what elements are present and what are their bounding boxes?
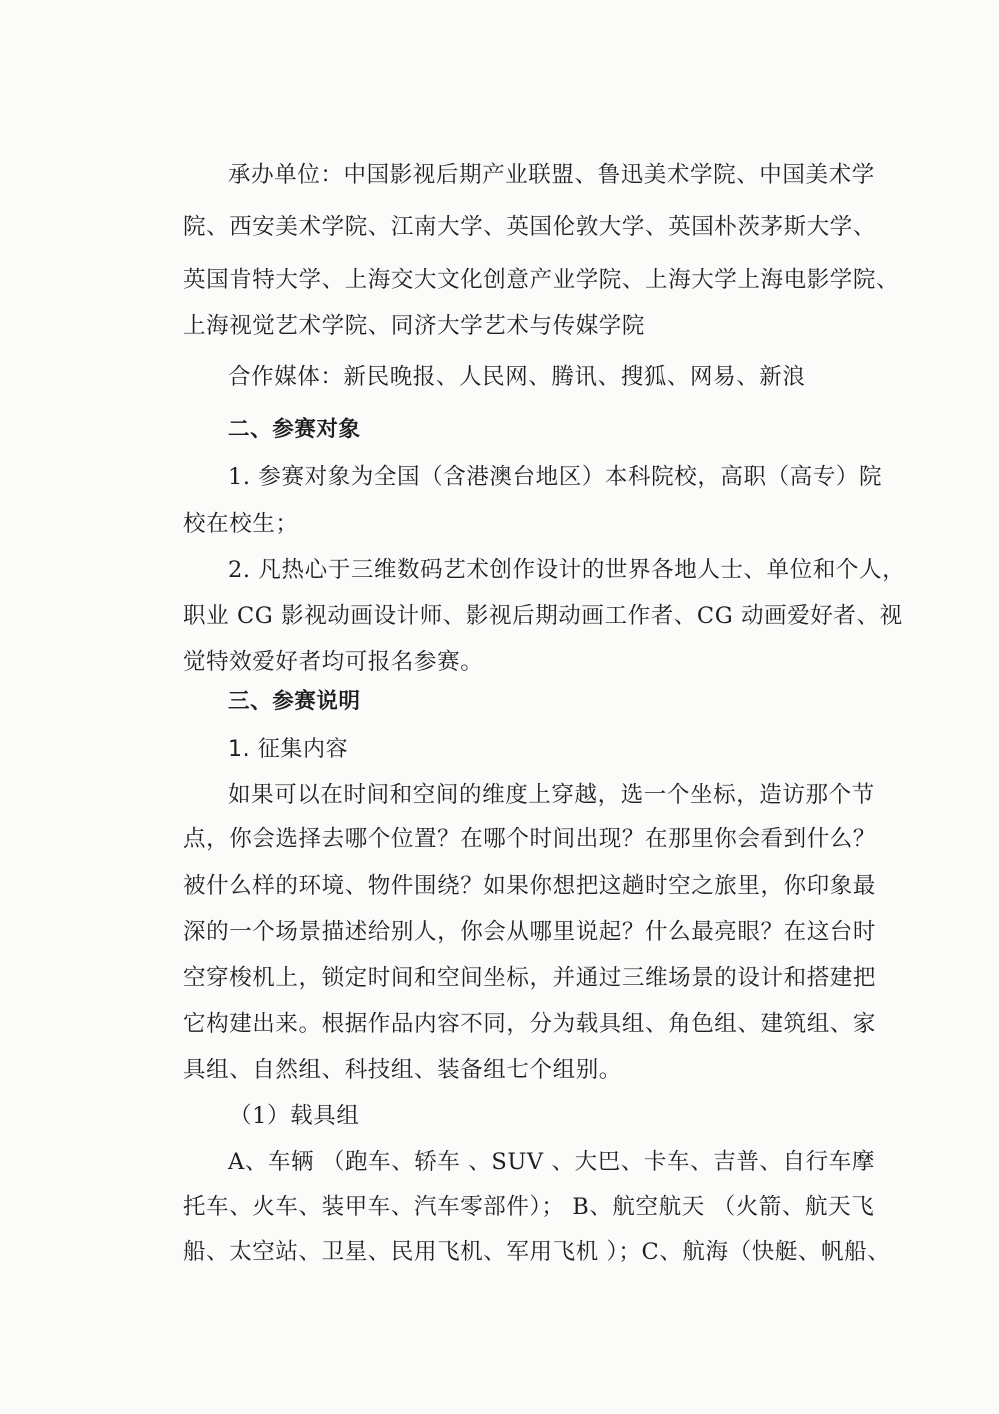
- participants-item-2-line-1: 2. 凡热心于三维数码艺术创作设计的世界各地人士、单位和个人，: [228, 557, 906, 583]
- organizers-line-1: 承办单位：中国影视后期产业联盟、鲁迅美术学院、中国美术学: [228, 162, 875, 188]
- organizers-line-3: 英国肯特大学、上海交大文化创意产业学院、上海大学上海电影学院、: [183, 267, 900, 293]
- content-para-line-7: 具组、自然组、科技组、装备组七个组别。: [183, 1057, 622, 1083]
- content-para-line-1: 如果可以在时间和空间的维度上穿越，选一个坐标，造访那个节: [228, 782, 875, 808]
- media-partners: 合作媒体：新民晚报、人民网、腾讯、搜狐、网易、新浪: [228, 364, 806, 390]
- content-para-line-4: 深的一个场景描述给别人，你会从哪里说起？什么最亮眼？在这台时: [183, 919, 877, 945]
- participants-item-1-line-2: 校在校生；: [183, 511, 299, 537]
- organizers-line-2: 院、西安美术学院、江南大学、英国伦敦大学、英国朴茨茅斯大学、: [183, 214, 877, 240]
- content-para-line-2: 点，你会选择去哪个位置？在哪个时间出现？在那里你会看到什么？: [183, 826, 877, 852]
- content-para-line-5: 空穿梭机上，锁定时间和空间坐标，并通过三维场景的设计和搭建把: [183, 965, 877, 991]
- group-title-vehicles: （1）载具组: [229, 1103, 360, 1129]
- vehicles-line-3: 船、太空站、卫星、民用飞机、军用飞机 ）；C、航海（快艇、帆船、: [183, 1239, 891, 1265]
- content-para-line-6: 它构建出来。根据作品内容不同，分为载具组、角色组、建筑组、家: [183, 1011, 877, 1037]
- vehicles-line-2: 托车、火车、装甲车、汽车零部件）； B、航空航天 （火箭、航天飞: [183, 1194, 875, 1220]
- content-para-line-3: 被什么样的环境、物件围绕？如果你想把这趟时空之旅里，你印象最: [183, 873, 877, 899]
- section-heading-participants: 二、参赛对象: [228, 417, 361, 442]
- participants-item-1-line-1: 1. 参赛对象为全国（含港澳台地区）本科院校，高职（高专）院: [228, 464, 883, 490]
- vehicles-line-1: A、车辆 （跑车、轿车 、SUV 、大巴、卡车、吉普、自行车摩: [228, 1149, 875, 1175]
- participants-item-2-line-2: 职业 CG 影视动画设计师、影视后期动画工作者、CG 动画爱好者、视: [183, 603, 903, 629]
- section-heading-instructions: 三、参赛说明: [228, 689, 361, 714]
- subheading-content: 1. 征集内容: [228, 737, 349, 762]
- organizers-line-4: 上海视觉艺术学院、同济大学艺术与传媒学院: [183, 313, 646, 339]
- participants-item-2-line-3: 觉特效爱好者均可报名参赛。: [183, 649, 484, 675]
